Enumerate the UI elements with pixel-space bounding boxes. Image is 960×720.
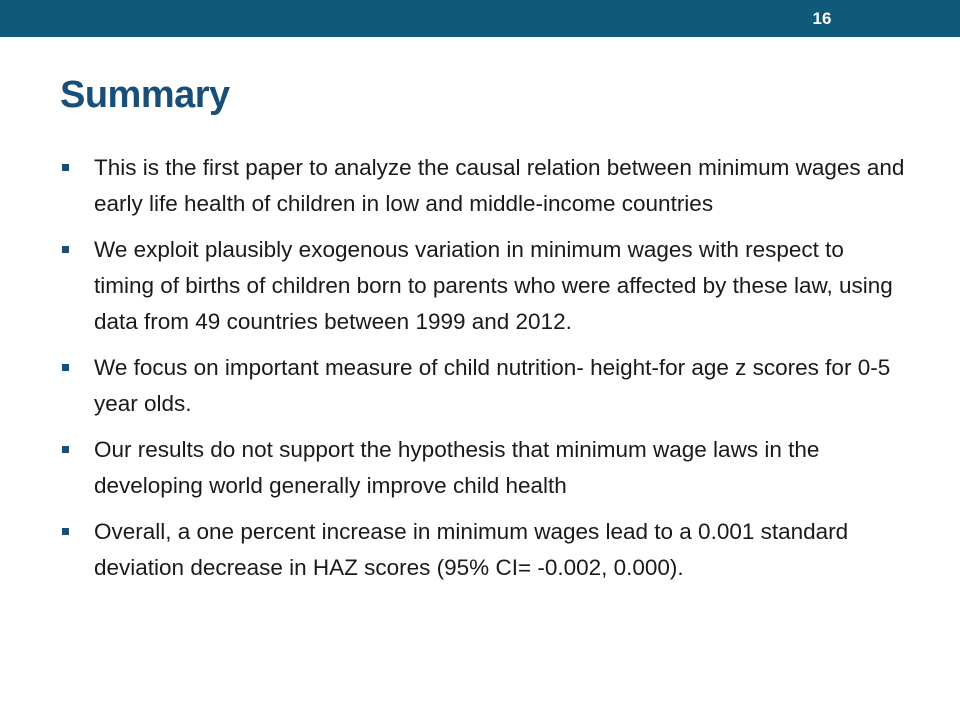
page-number: 16	[812, 9, 832, 28]
square-bullet-icon	[62, 364, 69, 371]
slide-title: Summary	[60, 74, 230, 116]
bullet-item	[60, 232, 910, 340]
header-bar	[0, 0, 960, 37]
bullet-text: This is the first paper to analyze the causal relation between minimum wages and early life health of children in low and middle-income countries	[94, 155, 905, 216]
square-bullet-icon	[62, 528, 69, 535]
bullet-item	[60, 150, 910, 222]
bullet-text: We exploit plausibly exogenous variation in minimum wages with respect to timing of births of children born to parents who were affected by these law, using data from 49 countries between 1999 and 2012.	[94, 237, 893, 334]
bullet-list	[60, 150, 910, 596]
bullet-item	[60, 514, 910, 586]
square-bullet-icon	[62, 164, 69, 171]
bullet-item	[60, 350, 910, 422]
square-bullet-icon	[62, 446, 69, 453]
square-bullet-icon	[62, 246, 69, 253]
bullet-text: Overall, a one percent increase in minimum wages lead to a 0.001 standard deviation decrease in HAZ scores (95% CI= -0.002, 0.000).	[94, 519, 849, 580]
bullet-text: We focus on important measure of child nutrition- height-for age z scores for 0-5 year olds.	[94, 355, 891, 416]
bullet-text: Our results do not support the hypothesis that minimum wage laws in the developing world generally improve child health	[94, 437, 820, 498]
bullet-item	[60, 432, 910, 504]
